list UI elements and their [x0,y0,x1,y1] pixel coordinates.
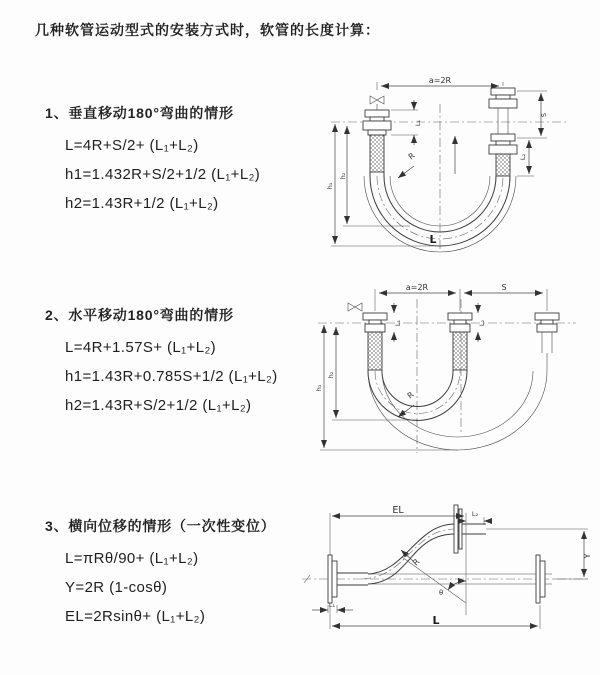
dimension-l2 [458,510,492,525]
section-2-heading: 2、水平移动180°弯曲的情形 [45,307,234,323]
dim-label-a2r: a=2R [428,76,452,85]
hose-s-curve [362,524,455,584]
radius-leader [398,151,417,178]
dim-label-l2: L₂ [471,510,479,518]
formula-l: L=4R+1.57S+ (L₁+L₂) [65,339,217,356]
section-1-heading: 1、垂直移动180°弯曲的情形 [45,105,234,121]
dimension-l [330,605,540,629]
dim-label-l: L [432,614,440,627]
section-2 [45,305,335,420]
diagram-lateral-displacement-svg [298,503,595,650]
formula-h1: h1=1.43R+0.785S+1/2 (L₁+L₂) [65,368,278,385]
diagram-vertical-bend [315,76,575,254]
diagram-vertical-bend-svg [315,76,575,254]
dimension-l1 [312,601,353,613]
centerlines [302,575,590,583]
hose-fitting-right-displaced [535,313,559,353]
dim-label-h2: h₂ [327,371,335,379]
dimension-l1 [391,100,422,145]
page-title: 几种软管运动型式的安装方式时，软管的长度计算： [35,22,380,38]
dim-label-l1: L₁ [328,601,336,609]
dim-label-r: R [405,390,416,401]
hose-fitting-right-upper [489,88,517,134]
dim-label-a2r: a=2R [405,283,429,292]
formula-y: Y=2R (1-cosθ) [65,579,168,596]
dim-label-h1: h₁ [326,182,334,190]
section-3 [45,516,335,631]
dimension-l2 [478,303,486,342]
diagram-horizontal-bend [310,283,582,461]
dimension-a2r [377,76,503,90]
diagram-lateral-displacement [298,503,595,650]
dimension-l2 [519,140,529,174]
valve-icon [348,303,362,311]
radius-leader [398,390,416,417]
formula-l: L=πRθ/90+ (L₁+L₂) [65,550,199,567]
dimension-l1 [394,303,402,342]
dim-label-r: R [406,151,417,162]
dim-label-l2: L₂ [519,153,527,161]
dim-label-l1: L₁ [414,119,422,127]
dim-label-l2: L₂ [478,319,486,327]
dim-label-l: L [429,233,437,246]
dim-label-el: EL [392,505,404,516]
formula-h2: h2=1.43R+1/2 (L₁+L₂) [65,195,219,212]
centerlines [318,299,576,453]
dim-label-s: S [540,112,548,118]
diagram-horizontal-bend-svg [310,283,582,461]
flange-upper-right [454,505,486,553]
dim-label-h2: h₂ [339,172,347,180]
dim-label-l1: L₁ [394,319,402,327]
hose-fitting-left [363,313,387,370]
formula-h1: h1=1.432R+S/2+1/2 (L₁+L₂) [65,166,261,183]
formula-l: L=4R+S/2+ (L₁+L₂) [65,137,199,154]
hose-fitting-right-lower [489,134,517,176]
dim-label-y: Y [583,553,592,559]
hose-fitting-left [363,110,391,172]
dim-label-s: S [501,283,507,292]
section-3-heading: 3、横向位移的情形（一次性变位） [45,518,276,534]
dim-label-theta: θ [439,589,444,597]
section-1 [45,103,335,218]
formula-h2: h2=1.43R+S/2+1/2 (L₁+L₂) [65,397,252,414]
dim-label-r: R [411,557,422,568]
formula-el: EL=2Rsinθ+ (L₁+L₂) [65,608,206,625]
dimension-s [464,283,543,293]
valve-icon [370,96,384,110]
hose-fitting-middle [448,313,472,370]
dim-label-h1: h₁ [315,384,323,392]
dimension-s [517,91,548,176]
